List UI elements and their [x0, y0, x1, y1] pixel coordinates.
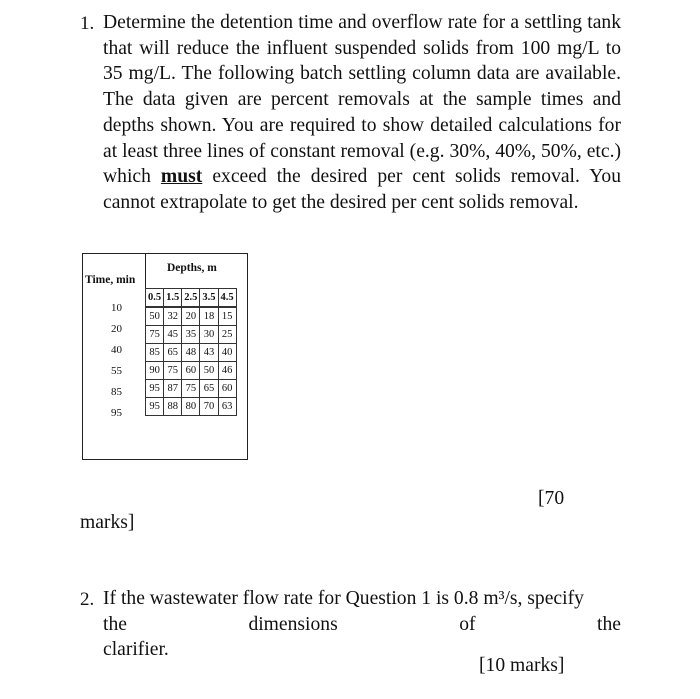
- removal-cell: 75: [146, 326, 164, 344]
- removal-cell: 90: [146, 362, 164, 380]
- removal-cell: 43: [200, 344, 218, 362]
- question-1-marks-end: marks]: [80, 512, 135, 533]
- removal-cell: 65: [200, 380, 218, 398]
- removal-cell: 50: [146, 308, 164, 326]
- depth-header: Depths, m: [167, 262, 217, 274]
- settling-column-table: [82, 253, 248, 460]
- removal-cell: 30: [200, 326, 218, 344]
- word: the: [103, 613, 127, 635]
- removal-cell: 85: [146, 344, 164, 362]
- question-1-marks-start: [70: [538, 488, 565, 509]
- depth-cell: 4.5: [218, 289, 236, 307]
- removal-cell: 20: [182, 308, 200, 326]
- question-1-text: [103, 10, 621, 216]
- removal-cell: 46: [218, 362, 236, 380]
- removal-cell: 40: [218, 344, 236, 362]
- depth-cell: 0.5: [146, 289, 164, 307]
- removal-cell: 95: [146, 398, 164, 416]
- depth-cell: 2.5: [182, 289, 200, 307]
- removal-cell: 65: [164, 344, 182, 362]
- removal-cell: 50: [200, 362, 218, 380]
- table-row: [146, 308, 237, 326]
- removal-cell: 45: [164, 326, 182, 344]
- removal-cell: 80: [182, 398, 200, 416]
- removal-cell: 60: [182, 362, 200, 380]
- removal-cell: 88: [164, 398, 182, 416]
- depth-cell: 3.5: [200, 289, 218, 307]
- question-2-line-1: If the wastewater flow rate for Question 1 is 0.8 m³/s, specify: [103, 588, 584, 609]
- removal-cell: 87: [164, 380, 182, 398]
- table-row: [146, 398, 237, 416]
- depth-cell: 1.5: [164, 289, 182, 307]
- removal-cell: 75: [164, 362, 182, 380]
- removal-cell: 60: [218, 380, 236, 398]
- time-cell: 20: [111, 323, 122, 335]
- removal-cell: 25: [218, 326, 236, 344]
- removal-cell: 75: [182, 380, 200, 398]
- time-cell: 55: [111, 365, 122, 377]
- time-header: Time, min: [85, 274, 136, 286]
- must-emphasis: must: [160, 166, 203, 188]
- question-1-number: 1.: [80, 13, 95, 34]
- table-row: [146, 362, 237, 380]
- removal-cell: 15: [218, 308, 236, 326]
- word: dimensions: [248, 613, 338, 635]
- word: of: [459, 613, 476, 635]
- question-2-line-2: [103, 612, 621, 638]
- removal-grid: [145, 288, 237, 416]
- removal-cell: 95: [146, 380, 164, 398]
- removal-cell: 32: [164, 308, 182, 326]
- removal-cell: 48: [182, 344, 200, 362]
- question-2-marks: [10 marks]: [479, 655, 565, 676]
- removal-cell: 70: [200, 398, 218, 416]
- time-cell: 10: [111, 302, 122, 314]
- question-1-text-before: Determine the detention time and overflow rate for a settling tank that will reduce the influent suspended solids from 100 mg/L to 35 mg/L. The following batch settling column data are available. The data given are percent removals at the sample times and depths shown. You are required to show detailed calculations for at least three lines of constant removal (e.g. 30%, 40%, 50%, etc.) which: [103, 12, 621, 188]
- time-cell: 85: [111, 386, 122, 398]
- time-column: [83, 298, 146, 424]
- time-cell: 95: [111, 407, 122, 419]
- removal-cell: 35: [182, 326, 200, 344]
- depth-row: [146, 289, 237, 307]
- table-row: [146, 344, 237, 362]
- time-header-cell: [83, 254, 146, 298]
- table-row: [146, 326, 237, 344]
- time-cell: 40: [111, 344, 122, 356]
- question-2-number: 2.: [80, 589, 95, 610]
- question-2-line-3: clarifier.: [103, 639, 169, 661]
- question-1-text-after: exceed the desired per cent solids removal. You cannot extrapolate to get the desired per cent solids removal.: [103, 166, 621, 213]
- table-row: [146, 380, 237, 398]
- removal-cell: 18: [200, 308, 218, 326]
- removal-cell: 63: [218, 398, 236, 416]
- word: the: [597, 613, 621, 635]
- question-2-text: [103, 586, 621, 663]
